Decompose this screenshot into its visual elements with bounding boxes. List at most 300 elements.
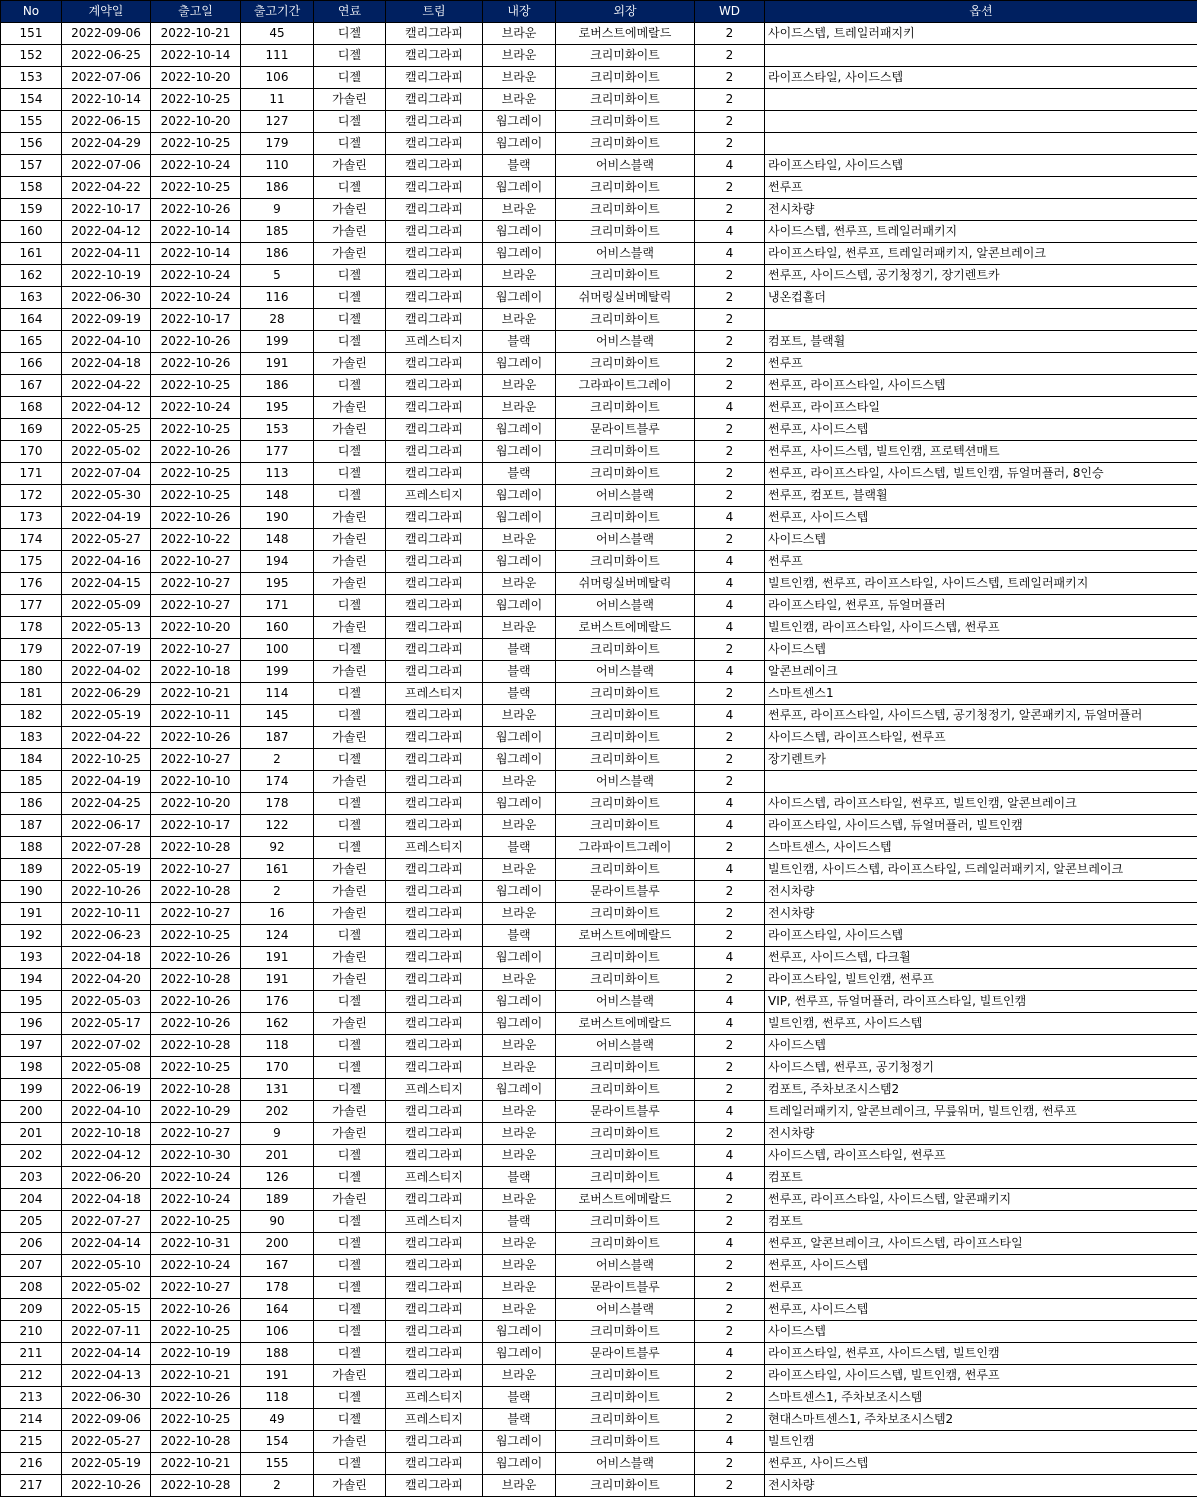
cell-wd[interactable]: 4 [695, 397, 765, 419]
cell-trim[interactable]: 캘리그라피 [386, 155, 483, 177]
cell-options[interactable]: 전시차량 [765, 199, 1197, 221]
cell-wd[interactable]: 4 [695, 947, 765, 969]
cell-interior[interactable]: 웜그레이 [483, 793, 556, 815]
cell-wd[interactable]: 2 [695, 903, 765, 925]
cell-delivery-period[interactable]: 186 [241, 243, 314, 265]
cell-wd[interactable]: 4 [695, 507, 765, 529]
cell-exterior[interactable]: 크리미화이트 [556, 947, 695, 969]
cell-delivery-period[interactable]: 178 [241, 1277, 314, 1299]
cell-no[interactable]: 190 [1, 881, 62, 903]
cell-no[interactable]: 205 [1, 1211, 62, 1233]
cell-delivery-period[interactable]: 148 [241, 485, 314, 507]
cell-delivery-date[interactable]: 2022-10-20 [151, 111, 241, 133]
cell-trim[interactable]: 캘리그라피 [386, 89, 483, 111]
cell-trim[interactable]: 프레스티지 [386, 1387, 483, 1409]
cell-fuel[interactable]: 디젤 [314, 837, 386, 859]
cell-contract-date[interactable]: 2022-10-26 [62, 1475, 151, 1497]
cell-interior[interactable]: 웜그레이 [483, 551, 556, 573]
cell-interior[interactable]: 브라운 [483, 573, 556, 595]
cell-no[interactable]: 169 [1, 419, 62, 441]
cell-delivery-period[interactable]: 190 [241, 507, 314, 529]
cell-delivery-period[interactable]: 100 [241, 639, 314, 661]
cell-no[interactable]: 196 [1, 1013, 62, 1035]
cell-delivery-period[interactable]: 154 [241, 1431, 314, 1453]
cell-fuel[interactable]: 디젤 [314, 23, 386, 45]
cell-trim[interactable]: 캘리그라피 [386, 793, 483, 815]
cell-trim[interactable]: 캘리그라피 [386, 45, 483, 67]
cell-exterior[interactable]: 크리미화이트 [556, 397, 695, 419]
cell-interior[interactable]: 블랙 [483, 155, 556, 177]
cell-options[interactable]: 썬루프 [765, 177, 1197, 199]
cell-fuel[interactable]: 디젤 [314, 67, 386, 89]
cell-delivery-date[interactable]: 2022-10-25 [151, 1321, 241, 1343]
cell-contract-date[interactable]: 2022-05-30 [62, 485, 151, 507]
cell-no[interactable]: 175 [1, 551, 62, 573]
cell-trim[interactable]: 프레스티지 [386, 1167, 483, 1189]
cell-trim[interactable]: 캘리그라피 [386, 1453, 483, 1475]
cell-wd[interactable]: 2 [695, 1453, 765, 1475]
cell-contract-date[interactable]: 2022-06-17 [62, 815, 151, 837]
cell-wd[interactable]: 2 [695, 485, 765, 507]
cell-interior[interactable]: 블랙 [483, 1387, 556, 1409]
cell-delivery-date[interactable]: 2022-10-28 [151, 881, 241, 903]
cell-interior[interactable]: 브라운 [483, 705, 556, 727]
cell-fuel[interactable]: 가솔린 [314, 1365, 386, 1387]
cell-contract-date[interactable]: 2022-04-22 [62, 727, 151, 749]
cell-contract-date[interactable]: 2022-05-17 [62, 1013, 151, 1035]
cell-options[interactable]: 썬루프 [765, 353, 1197, 375]
cell-contract-date[interactable]: 2022-09-06 [62, 1409, 151, 1431]
cell-exterior[interactable]: 크리미화이트 [556, 441, 695, 463]
cell-no[interactable]: 159 [1, 199, 62, 221]
cell-exterior[interactable]: 크리미화이트 [556, 353, 695, 375]
cell-delivery-date[interactable]: 2022-10-30 [151, 1145, 241, 1167]
cell-contract-date[interactable]: 2022-05-15 [62, 1299, 151, 1321]
cell-delivery-date[interactable]: 2022-10-24 [151, 1255, 241, 1277]
cell-no[interactable]: 192 [1, 925, 62, 947]
cell-contract-date[interactable]: 2022-07-06 [62, 67, 151, 89]
cell-interior[interactable]: 브라운 [483, 859, 556, 881]
cell-wd[interactable]: 2 [695, 353, 765, 375]
cell-exterior[interactable]: 쉬머링실버메탈릭 [556, 573, 695, 595]
cell-delivery-period[interactable]: 177 [241, 441, 314, 463]
cell-options[interactable]: 스마트센스1, 주차보조시스템 [765, 1387, 1197, 1409]
cell-wd[interactable]: 2 [695, 1057, 765, 1079]
cell-exterior[interactable]: 문라이트블루 [556, 1277, 695, 1299]
cell-exterior[interactable]: 크리미화이트 [556, 1365, 695, 1387]
cell-no[interactable]: 186 [1, 793, 62, 815]
cell-wd[interactable]: 2 [695, 199, 765, 221]
cell-interior[interactable]: 웜그레이 [483, 947, 556, 969]
cell-options[interactable]: 썬루프, 사이드스텝 [765, 1299, 1197, 1321]
cell-interior[interactable]: 블랙 [483, 1167, 556, 1189]
cell-wd[interactable]: 2 [695, 1255, 765, 1277]
cell-delivery-date[interactable]: 2022-10-14 [151, 243, 241, 265]
cell-trim[interactable]: 캘리그라피 [386, 243, 483, 265]
cell-no[interactable]: 154 [1, 89, 62, 111]
cell-no[interactable]: 216 [1, 1453, 62, 1475]
cell-trim[interactable]: 캘리그라피 [386, 705, 483, 727]
cell-exterior[interactable]: 어비스블랙 [556, 243, 695, 265]
cell-trim[interactable]: 캘리그라피 [386, 353, 483, 375]
cell-wd[interactable]: 2 [695, 133, 765, 155]
cell-delivery-date[interactable]: 2022-10-25 [151, 1211, 241, 1233]
cell-delivery-period[interactable]: 2 [241, 1475, 314, 1497]
cell-wd[interactable]: 4 [695, 661, 765, 683]
cell-trim[interactable]: 캘리그라피 [386, 969, 483, 991]
cell-trim[interactable]: 캘리그라피 [386, 1233, 483, 1255]
cell-exterior[interactable]: 크리미화이트 [556, 793, 695, 815]
cell-delivery-date[interactable]: 2022-10-24 [151, 1189, 241, 1211]
cell-fuel[interactable]: 가솔린 [314, 221, 386, 243]
cell-contract-date[interactable]: 2022-06-29 [62, 683, 151, 705]
cell-no[interactable]: 191 [1, 903, 62, 925]
cell-fuel[interactable]: 디젤 [314, 1299, 386, 1321]
cell-interior[interactable]: 브라운 [483, 1233, 556, 1255]
cell-wd[interactable]: 2 [695, 287, 765, 309]
cell-wd[interactable]: 2 [695, 837, 765, 859]
cell-interior[interactable]: 브라운 [483, 815, 556, 837]
cell-options[interactable]: 썬루프, 라이프스타일, 사이드스텝 [765, 375, 1197, 397]
cell-trim[interactable]: 캘리그라피 [386, 1035, 483, 1057]
cell-delivery-period[interactable]: 162 [241, 1013, 314, 1035]
cell-trim[interactable]: 캘리그라피 [386, 1013, 483, 1035]
cell-trim[interactable]: 프레스티지 [386, 1211, 483, 1233]
cell-options[interactable] [765, 133, 1197, 155]
cell-trim[interactable]: 캘리그라피 [386, 441, 483, 463]
cell-wd[interactable]: 2 [695, 309, 765, 331]
cell-options[interactable] [765, 309, 1197, 331]
cell-trim[interactable]: 캘리그라피 [386, 727, 483, 749]
cell-delivery-date[interactable]: 2022-10-25 [151, 133, 241, 155]
cell-fuel[interactable]: 디젤 [314, 485, 386, 507]
cell-exterior[interactable]: 크리미화이트 [556, 1475, 695, 1497]
cell-fuel[interactable]: 디젤 [314, 463, 386, 485]
cell-contract-date[interactable]: 2022-04-22 [62, 375, 151, 397]
cell-exterior[interactable]: 크리미화이트 [556, 309, 695, 331]
cell-delivery-date[interactable]: 2022-10-24 [151, 1167, 241, 1189]
cell-options[interactable]: 사이드스텝, 라이프스타일, 썬루프, 빌트인캠, 알콘브레이크 [765, 793, 1197, 815]
cell-no[interactable]: 188 [1, 837, 62, 859]
cell-delivery-date[interactable]: 2022-10-27 [151, 1277, 241, 1299]
cell-fuel[interactable]: 디젤 [314, 925, 386, 947]
cell-no[interactable]: 162 [1, 265, 62, 287]
cell-fuel[interactable]: 가솔린 [314, 771, 386, 793]
cell-no[interactable]: 208 [1, 1277, 62, 1299]
cell-wd[interactable]: 4 [695, 595, 765, 617]
cell-no[interactable]: 170 [1, 441, 62, 463]
cell-trim[interactable]: 프레스티지 [386, 1079, 483, 1101]
cell-exterior[interactable]: 어비스블랙 [556, 1299, 695, 1321]
cell-exterior[interactable]: 문라이트블루 [556, 419, 695, 441]
cell-no[interactable]: 200 [1, 1101, 62, 1123]
cell-delivery-period[interactable]: 9 [241, 199, 314, 221]
cell-no[interactable]: 211 [1, 1343, 62, 1365]
cell-no[interactable]: 166 [1, 353, 62, 375]
cell-trim[interactable]: 캘리그라피 [386, 1343, 483, 1365]
cell-exterior[interactable]: 로버스트에메랄드 [556, 925, 695, 947]
cell-contract-date[interactable]: 2022-04-22 [62, 177, 151, 199]
cell-interior[interactable]: 브라운 [483, 771, 556, 793]
cell-exterior[interactable]: 크리미화이트 [556, 1057, 695, 1079]
cell-exterior[interactable]: 크리미화이트 [556, 551, 695, 573]
cell-interior[interactable]: 웜그레이 [483, 1343, 556, 1365]
cell-options[interactable]: 사이드스텝 [765, 639, 1197, 661]
cell-fuel[interactable]: 디젤 [314, 1057, 386, 1079]
cell-delivery-period[interactable]: 200 [241, 1233, 314, 1255]
cell-wd[interactable]: 2 [695, 639, 765, 661]
cell-interior[interactable]: 웜그레이 [483, 243, 556, 265]
cell-trim[interactable]: 캘리그라피 [386, 1189, 483, 1211]
cell-options[interactable]: 사이드스텝, 라이프스타일, 썬루프 [765, 727, 1197, 749]
cell-trim[interactable]: 캘리그라피 [386, 815, 483, 837]
cell-delivery-date[interactable]: 2022-10-29 [151, 1101, 241, 1123]
cell-trim[interactable]: 캘리그라피 [386, 111, 483, 133]
cell-delivery-period[interactable]: 176 [241, 991, 314, 1013]
cell-delivery-date[interactable]: 2022-10-25 [151, 375, 241, 397]
cell-trim[interactable]: 캘리그라피 [386, 1123, 483, 1145]
cell-wd[interactable]: 2 [695, 727, 765, 749]
cell-trim[interactable]: 캘리그라피 [386, 1101, 483, 1123]
cell-options[interactable]: 빌트인캠, 사이드스텝, 라이프스타일, 드레일러패키지, 알콘브레이크 [765, 859, 1197, 881]
cell-delivery-date[interactable]: 2022-10-26 [151, 1013, 241, 1035]
cell-no[interactable]: 215 [1, 1431, 62, 1453]
cell-delivery-period[interactable]: 28 [241, 309, 314, 331]
cell-fuel[interactable]: 디젤 [314, 595, 386, 617]
cell-interior[interactable]: 브라운 [483, 397, 556, 419]
cell-trim[interactable]: 캘리그라피 [386, 1321, 483, 1343]
cell-interior[interactable]: 브라운 [483, 529, 556, 551]
cell-delivery-period[interactable]: 148 [241, 529, 314, 551]
cell-fuel[interactable]: 디젤 [314, 1255, 386, 1277]
cell-options[interactable]: 사이드스텝 [765, 529, 1197, 551]
cell-wd[interactable]: 2 [695, 1365, 765, 1387]
cell-delivery-period[interactable]: 11 [241, 89, 314, 111]
cell-delivery-period[interactable]: 174 [241, 771, 314, 793]
cell-fuel[interactable]: 가솔린 [314, 89, 386, 111]
cell-wd[interactable]: 2 [695, 925, 765, 947]
cell-trim[interactable]: 캘리그라피 [386, 639, 483, 661]
cell-no[interactable]: 180 [1, 661, 62, 683]
cell-trim[interactable]: 캘리그라피 [386, 661, 483, 683]
cell-no[interactable]: 195 [1, 991, 62, 1013]
cell-no[interactable]: 164 [1, 309, 62, 331]
cell-options[interactable]: 라이프스타일, 사이드스텝, 빌트인캠, 썬루프 [765, 1365, 1197, 1387]
cell-no[interactable]: 178 [1, 617, 62, 639]
cell-wd[interactable]: 2 [695, 1211, 765, 1233]
cell-trim[interactable]: 캘리그라피 [386, 309, 483, 331]
cell-delivery-period[interactable]: 187 [241, 727, 314, 749]
cell-options[interactable]: 빌트인캠, 썬루프, 라이프스타일, 사이드스텝, 트레일러패키지 [765, 573, 1197, 595]
cell-no[interactable]: 173 [1, 507, 62, 529]
cell-fuel[interactable]: 가솔린 [314, 661, 386, 683]
cell-wd[interactable]: 4 [695, 155, 765, 177]
cell-fuel[interactable]: 디젤 [314, 1079, 386, 1101]
cell-trim[interactable]: 캘리그라피 [386, 133, 483, 155]
cell-contract-date[interactable]: 2022-04-19 [62, 507, 151, 529]
cell-no[interactable]: 179 [1, 639, 62, 661]
cell-interior[interactable]: 브라운 [483, 1365, 556, 1387]
cell-fuel[interactable]: 디젤 [314, 375, 386, 397]
cell-delivery-date[interactable]: 2022-10-28 [151, 837, 241, 859]
cell-delivery-date[interactable]: 2022-10-24 [151, 287, 241, 309]
cell-fuel[interactable]: 가솔린 [314, 419, 386, 441]
cell-no[interactable]: 209 [1, 1299, 62, 1321]
cell-fuel[interactable]: 디젤 [314, 683, 386, 705]
cell-trim[interactable]: 프레스티지 [386, 331, 483, 353]
cell-no[interactable]: 160 [1, 221, 62, 243]
cell-delivery-date[interactable]: 2022-10-26 [151, 441, 241, 463]
cell-delivery-date[interactable]: 2022-10-26 [151, 353, 241, 375]
cell-delivery-date[interactable]: 2022-10-20 [151, 67, 241, 89]
cell-contract-date[interactable]: 2022-07-28 [62, 837, 151, 859]
cell-fuel[interactable]: 가솔린 [314, 507, 386, 529]
cell-delivery-period[interactable]: 199 [241, 661, 314, 683]
cell-options[interactable]: 빌트인캠, 썬루프, 사이드스텝 [765, 1013, 1197, 1035]
cell-delivery-period[interactable]: 92 [241, 837, 314, 859]
cell-no[interactable]: 201 [1, 1123, 62, 1145]
cell-no[interactable]: 176 [1, 573, 62, 595]
cell-delivery-date[interactable]: 2022-10-26 [151, 1387, 241, 1409]
cell-delivery-period[interactable]: 195 [241, 573, 314, 595]
cell-contract-date[interactable]: 2022-06-30 [62, 1387, 151, 1409]
cell-fuel[interactable]: 디젤 [314, 1211, 386, 1233]
cell-fuel[interactable]: 디젤 [314, 287, 386, 309]
cell-contract-date[interactable]: 2022-04-20 [62, 969, 151, 991]
cell-delivery-period[interactable]: 195 [241, 397, 314, 419]
cell-contract-date[interactable]: 2022-06-15 [62, 111, 151, 133]
cell-delivery-period[interactable]: 185 [241, 221, 314, 243]
cell-exterior[interactable]: 크리미화이트 [556, 177, 695, 199]
cell-trim[interactable]: 캘리그라피 [386, 903, 483, 925]
cell-delivery-date[interactable]: 2022-10-27 [151, 551, 241, 573]
cell-exterior[interactable]: 크리미화이트 [556, 265, 695, 287]
cell-interior[interactable]: 블랙 [483, 837, 556, 859]
cell-options[interactable]: 라이프스타일, 썬루프, 사이드스텝, 빌트인캠 [765, 1343, 1197, 1365]
cell-fuel[interactable]: 가솔린 [314, 1189, 386, 1211]
cell-options[interactable]: 라이프스타일, 썬루프, 듀얼머플러 [765, 595, 1197, 617]
cell-no[interactable]: 163 [1, 287, 62, 309]
cell-fuel[interactable]: 디젤 [314, 331, 386, 353]
cell-delivery-period[interactable]: 49 [241, 1409, 314, 1431]
cell-fuel[interactable]: 디젤 [314, 793, 386, 815]
cell-delivery-date[interactable]: 2022-10-21 [151, 23, 241, 45]
cell-wd[interactable]: 4 [695, 573, 765, 595]
cell-delivery-date[interactable]: 2022-10-28 [151, 969, 241, 991]
cell-delivery-date[interactable]: 2022-10-25 [151, 925, 241, 947]
cell-wd[interactable]: 2 [695, 1189, 765, 1211]
cell-exterior[interactable]: 크리미화이트 [556, 727, 695, 749]
cell-contract-date[interactable]: 2022-09-19 [62, 309, 151, 331]
cell-contract-date[interactable]: 2022-04-02 [62, 661, 151, 683]
cell-delivery-period[interactable]: 160 [241, 617, 314, 639]
cell-no[interactable]: 199 [1, 1079, 62, 1101]
cell-exterior[interactable]: 그라파이트그레이 [556, 837, 695, 859]
cell-options[interactable]: 썬루프, 알콘브레이크, 사이드스텝, 라이프스타일 [765, 1233, 1197, 1255]
cell-trim[interactable]: 캘리그라피 [386, 991, 483, 1013]
cell-exterior[interactable]: 크리미화이트 [556, 45, 695, 67]
cell-exterior[interactable]: 크리미화이트 [556, 903, 695, 925]
cell-delivery-period[interactable]: 191 [241, 353, 314, 375]
cell-wd[interactable]: 2 [695, 419, 765, 441]
cell-options[interactable]: 라이프스타일, 사이드스텝 [765, 155, 1197, 177]
cell-wd[interactable]: 2 [695, 331, 765, 353]
cell-wd[interactable]: 2 [695, 969, 765, 991]
cell-trim[interactable]: 캘리그라피 [386, 419, 483, 441]
cell-no[interactable]: 193 [1, 947, 62, 969]
cell-wd[interactable]: 2 [695, 89, 765, 111]
cell-fuel[interactable]: 디젤 [314, 133, 386, 155]
cell-exterior[interactable]: 크리미화이트 [556, 1321, 695, 1343]
cell-exterior[interactable]: 어비스블랙 [556, 595, 695, 617]
cell-contract-date[interactable]: 2022-07-19 [62, 639, 151, 661]
cell-contract-date[interactable]: 2022-10-11 [62, 903, 151, 925]
cell-contract-date[interactable]: 2022-06-19 [62, 1079, 151, 1101]
cell-contract-date[interactable]: 2022-06-25 [62, 45, 151, 67]
cell-interior[interactable]: 브라운 [483, 1277, 556, 1299]
cell-contract-date[interactable]: 2022-04-25 [62, 793, 151, 815]
cell-fuel[interactable]: 가솔린 [314, 903, 386, 925]
cell-trim[interactable]: 캘리그라피 [386, 859, 483, 881]
cell-contract-date[interactable]: 2022-04-10 [62, 1101, 151, 1123]
cell-exterior[interactable]: 어비스블랙 [556, 155, 695, 177]
cell-wd[interactable]: 2 [695, 111, 765, 133]
cell-trim[interactable]: 캘리그라피 [386, 947, 483, 969]
cell-contract-date[interactable]: 2022-04-14 [62, 1343, 151, 1365]
cell-no[interactable]: 152 [1, 45, 62, 67]
cell-no[interactable]: 185 [1, 771, 62, 793]
cell-delivery-period[interactable]: 202 [241, 1101, 314, 1123]
cell-fuel[interactable]: 가솔린 [314, 199, 386, 221]
cell-delivery-period[interactable]: 178 [241, 793, 314, 815]
cell-options[interactable] [765, 45, 1197, 67]
cell-contract-date[interactable]: 2022-06-20 [62, 1167, 151, 1189]
cell-delivery-date[interactable]: 2022-10-25 [151, 485, 241, 507]
cell-contract-date[interactable]: 2022-10-25 [62, 749, 151, 771]
cell-exterior[interactable]: 크리미화이트 [556, 89, 695, 111]
cell-options[interactable]: 라이프스타일, 썬루프, 트레일러패키지, 알콘브레이크 [765, 243, 1197, 265]
cell-wd[interactable]: 2 [695, 1123, 765, 1145]
cell-fuel[interactable]: 가솔린 [314, 529, 386, 551]
cell-options[interactable]: 썬루프, 사이드스텝, 빌트인캠, 프로텍션매트 [765, 441, 1197, 463]
cell-trim[interactable]: 캘리그라피 [386, 771, 483, 793]
cell-wd[interactable]: 4 [695, 551, 765, 573]
cell-options[interactable]: 전시차량 [765, 881, 1197, 903]
cell-delivery-date[interactable]: 2022-10-25 [151, 1057, 241, 1079]
cell-exterior[interactable]: 크리미화이트 [556, 1387, 695, 1409]
cell-wd[interactable]: 2 [695, 265, 765, 287]
cell-no[interactable]: 161 [1, 243, 62, 265]
cell-options[interactable]: 썬루프, 사이드스텝 [765, 507, 1197, 529]
cell-wd[interactable]: 4 [695, 617, 765, 639]
cell-contract-date[interactable]: 2022-04-10 [62, 331, 151, 353]
cell-delivery-period[interactable]: 179 [241, 133, 314, 155]
cell-interior[interactable]: 브라운 [483, 1123, 556, 1145]
cell-interior[interactable]: 브라운 [483, 1189, 556, 1211]
cell-options[interactable]: 썬루프, 라이프스타일, 사이드스텝, 빌트인캠, 듀얼머플러, 8인승 [765, 463, 1197, 485]
cell-wd[interactable]: 4 [695, 859, 765, 881]
cell-delivery-period[interactable]: 145 [241, 705, 314, 727]
cell-delivery-date[interactable]: 2022-10-26 [151, 507, 241, 529]
cell-wd[interactable]: 4 [695, 243, 765, 265]
cell-delivery-period[interactable]: 106 [241, 67, 314, 89]
cell-no[interactable]: 203 [1, 1167, 62, 1189]
cell-exterior[interactable]: 크리미화이트 [556, 1233, 695, 1255]
cell-interior[interactable]: 웜그레이 [483, 1321, 556, 1343]
cell-exterior[interactable]: 쉬머링실버메탈릭 [556, 287, 695, 309]
cell-contract-date[interactable]: 2022-04-18 [62, 353, 151, 375]
cell-delivery-date[interactable]: 2022-10-14 [151, 45, 241, 67]
